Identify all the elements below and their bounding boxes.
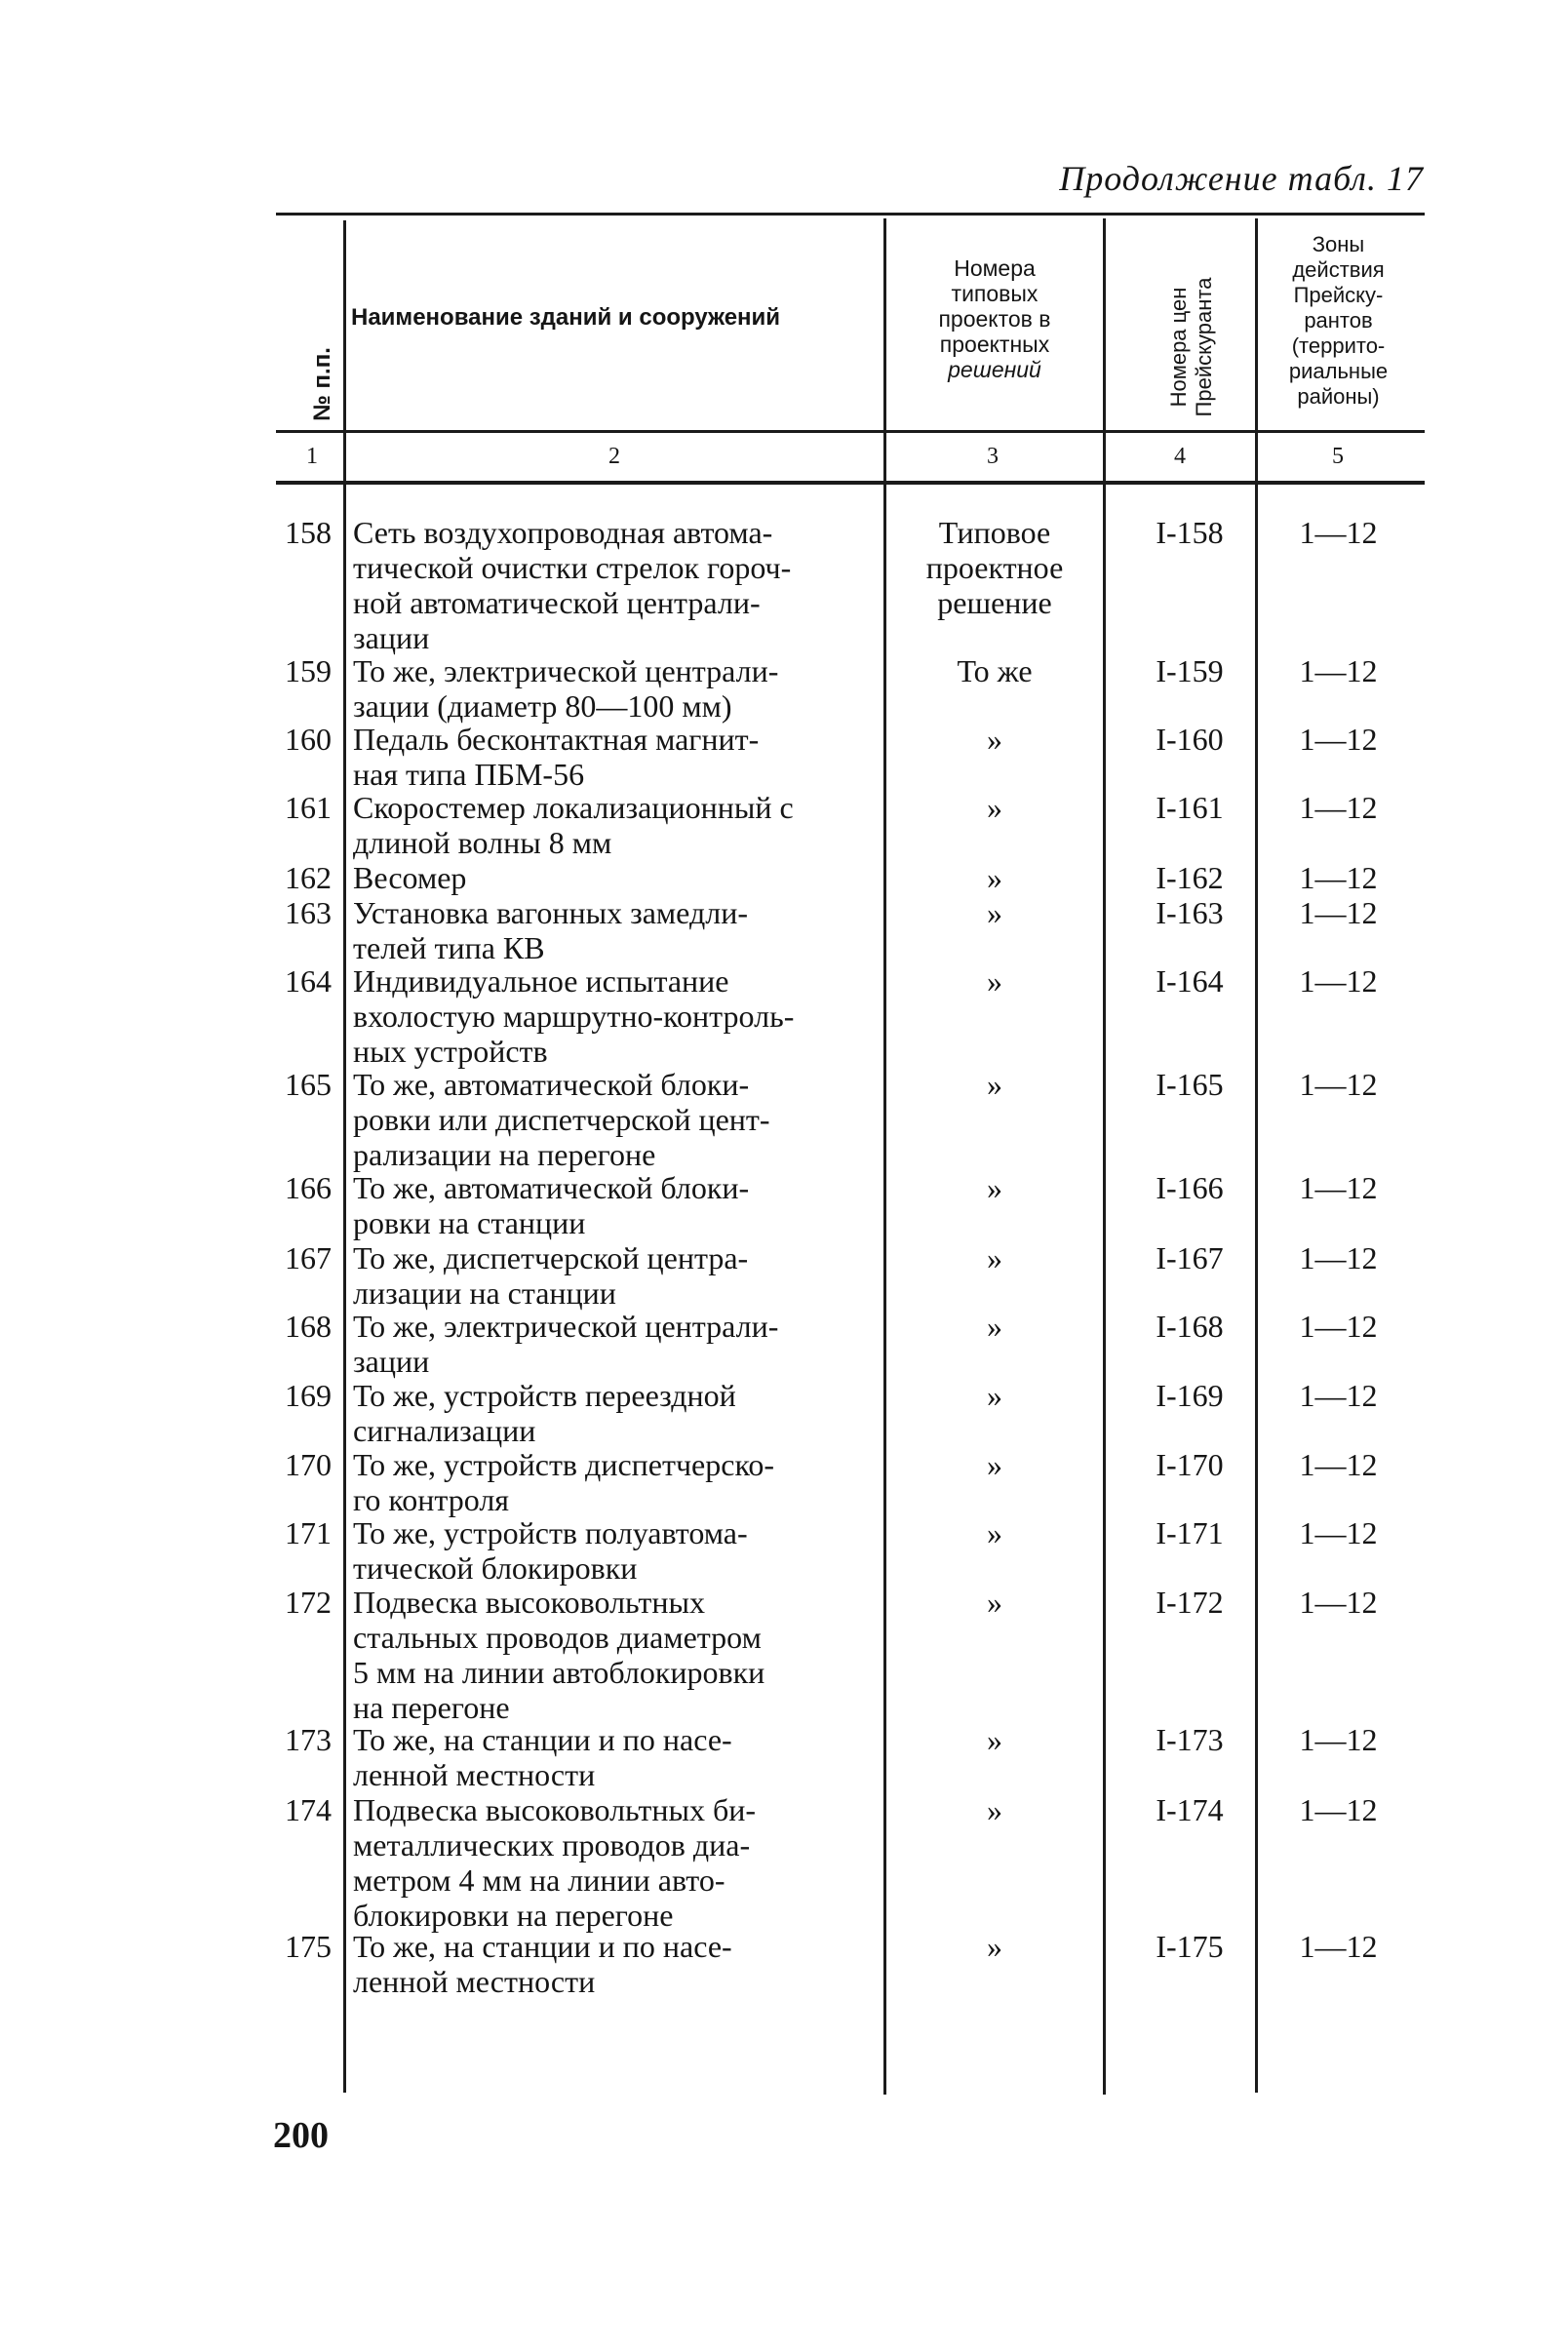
row-name-line: металлических проводов диа- — [353, 1827, 751, 1862]
row-name-line: зации (диаметр 80—100 мм) — [353, 688, 732, 724]
row-name-line: ная типа ПБМ-56 — [353, 757, 585, 792]
header-col-number: № п.п. — [309, 347, 335, 421]
row-project — [889, 1929, 1100, 1964]
row-project-line: » — [987, 722, 1002, 757]
row-name-line: тической блокировки — [353, 1550, 638, 1586]
header-top-rule — [276, 213, 1425, 216]
header-col-project: Номера типовых проектов в проектных решений — [938, 255, 1051, 382]
row-project — [889, 1585, 1100, 1620]
row-zone: 1—12 — [1299, 1170, 1378, 1205]
row-price-number: I-162 — [1156, 860, 1224, 895]
row-zone: 1—12 — [1299, 1240, 1378, 1275]
row-project-line: » — [987, 1515, 1002, 1550]
row-name — [353, 963, 880, 1069]
column-number-3: 3 — [987, 444, 999, 469]
row-number: 167 — [285, 1240, 332, 1275]
header-col-name: Наименование зданий и сооружений — [351, 304, 781, 331]
row-number: 159 — [285, 653, 332, 688]
row-project-line: проектное — [925, 550, 1064, 585]
row-number: 158 — [285, 515, 332, 550]
row-price-number: I-167 — [1156, 1240, 1224, 1275]
row-project-line: решение — [937, 585, 1052, 620]
row-name-line: Весомер — [353, 860, 467, 895]
row-number: 173 — [285, 1722, 332, 1757]
row-project-line: » — [987, 1585, 1002, 1620]
row-name-line: То же, на станции и по насе- — [353, 1722, 732, 1757]
row-number: 166 — [285, 1170, 332, 1205]
row-project — [889, 1792, 1100, 1827]
col-divider-2 — [883, 218, 886, 2095]
col-divider-3 — [1103, 218, 1106, 2095]
row-project-line: » — [987, 790, 1002, 825]
row-project — [889, 963, 1100, 999]
row-project — [889, 653, 1100, 688]
row-name — [353, 790, 880, 860]
row-name-line: стальных проводов диаметром — [353, 1620, 762, 1655]
row-name-line: Педаль бесконтактная магнит- — [353, 722, 760, 757]
row-price-number: I-170 — [1156, 1447, 1224, 1482]
row-name-line: на перегоне — [353, 1690, 510, 1725]
row-zone: 1—12 — [1299, 1929, 1378, 1964]
numbers-bottom-rule — [276, 481, 1425, 485]
row-name — [353, 653, 880, 724]
column-number-2: 2 — [608, 444, 620, 469]
row-zone: 1—12 — [1299, 790, 1378, 825]
row-name — [353, 1792, 880, 1933]
row-project — [889, 515, 1100, 620]
row-name-line: ровки на станции — [353, 1205, 586, 1240]
row-zone: 1—12 — [1299, 653, 1378, 688]
header-bottom-rule — [276, 430, 1425, 433]
row-number: 168 — [285, 1309, 332, 1344]
row-name-line: То же, диспетчерской центра- — [353, 1240, 749, 1275]
header-col-zones: Зоны действия Прейску- рантов (террито- риальные районы) — [1288, 232, 1389, 409]
row-name-line: То же, устройств переездной — [353, 1378, 736, 1413]
row-project — [889, 1378, 1100, 1413]
row-name-line: ной автоматической централи- — [353, 585, 761, 620]
row-name-line: Индивидуальное испытание — [353, 963, 729, 999]
row-name-line: Сеть воздухопроводная автома- — [353, 515, 773, 550]
row-project-line: » — [987, 1378, 1002, 1413]
row-number: 163 — [285, 895, 332, 930]
row-zone: 1—12 — [1299, 1309, 1378, 1344]
row-name-line: зации — [353, 1344, 430, 1379]
row-name — [353, 722, 880, 792]
row-name — [353, 1309, 880, 1379]
column-number-4: 4 — [1174, 444, 1186, 469]
row-zone: 1—12 — [1299, 1722, 1378, 1757]
row-zone: 1—12 — [1299, 515, 1378, 550]
row-number: 162 — [285, 860, 332, 895]
table-caption: Продолжение табл. 17 — [1059, 159, 1424, 198]
row-number: 161 — [285, 790, 332, 825]
row-name-line: То же, автоматической блоки- — [353, 1067, 750, 1102]
row-price-number: I-158 — [1156, 515, 1224, 550]
row-price-number: I-161 — [1156, 790, 1224, 825]
row-project — [889, 1447, 1100, 1482]
row-name-line: То же, устройств полуавтома- — [353, 1515, 748, 1550]
row-name-line: То же, электрической централи- — [353, 1309, 779, 1344]
row-project-line: » — [987, 1792, 1002, 1827]
row-name-line: телей типа КВ — [353, 930, 545, 965]
row-name-line: го контроля — [353, 1482, 510, 1517]
row-project-line: » — [987, 860, 1002, 895]
row-name-line: метром 4 мм на линии авто- — [353, 1862, 725, 1898]
row-price-number: I-169 — [1156, 1378, 1224, 1413]
row-zone: 1—12 — [1299, 963, 1378, 999]
row-project — [889, 1067, 1100, 1102]
row-name-line: 5 мм на линии автоблокировки — [353, 1655, 765, 1690]
row-project-line: » — [987, 963, 1002, 999]
row-project — [889, 1170, 1100, 1205]
row-name — [353, 1240, 880, 1311]
row-zone: 1—12 — [1299, 895, 1378, 930]
row-project-line: » — [987, 1929, 1002, 1964]
row-name — [353, 1378, 880, 1448]
row-zone: 1—12 — [1299, 1792, 1378, 1827]
row-project-line: » — [987, 895, 1002, 930]
row-name-line: ленной местности — [353, 1757, 596, 1792]
row-project-line: » — [987, 1067, 1002, 1102]
row-name-line: То же, устройств диспетчерско- — [353, 1447, 775, 1482]
row-project-line: Типовое — [938, 515, 1051, 550]
row-zone: 1—12 — [1299, 1067, 1378, 1102]
row-number: 169 — [285, 1378, 332, 1413]
row-project — [889, 1240, 1100, 1275]
column-number-1: 1 — [306, 444, 318, 469]
row-project-line: То же — [957, 653, 1033, 688]
row-name-line: ленной местности — [353, 1964, 596, 1999]
row-project-line: » — [987, 1309, 1002, 1344]
row-name — [353, 1585, 880, 1725]
row-name — [353, 515, 880, 655]
row-name-line: ных устройств — [353, 1034, 548, 1069]
row-name-line: Установка вагонных замедли- — [353, 895, 748, 930]
row-zone: 1—12 — [1299, 1378, 1378, 1413]
row-number: 170 — [285, 1447, 332, 1482]
row-price-number: I-159 — [1156, 653, 1224, 688]
row-project — [889, 1309, 1100, 1344]
row-zone: 1—12 — [1299, 1585, 1378, 1620]
row-zone: 1—12 — [1299, 1515, 1378, 1550]
row-name-line: тической очистки стрелок гороч- — [353, 550, 792, 585]
row-number: 175 — [285, 1929, 332, 1964]
row-name-line: То же, на станции и по насе- — [353, 1929, 732, 1964]
column-number-5: 5 — [1332, 444, 1344, 469]
row-name-line: рализации на перегоне — [353, 1137, 656, 1172]
row-name-line: длиной волны 8 мм — [353, 825, 612, 860]
row-number: 165 — [285, 1067, 332, 1102]
row-price-number: I-175 — [1156, 1929, 1224, 1964]
row-name — [353, 895, 880, 965]
row-name-line: Скоростемер локализационный с — [353, 790, 794, 825]
row-name-line: ровки или диспетчерской цент- — [353, 1102, 770, 1137]
row-project — [889, 722, 1100, 757]
row-number: 172 — [285, 1585, 332, 1620]
row-project — [889, 895, 1100, 930]
row-price-number: I-171 — [1156, 1515, 1224, 1550]
row-name — [353, 1067, 880, 1172]
row-name-line: лизации на станции — [353, 1275, 616, 1311]
row-price-number: I-164 — [1156, 963, 1224, 999]
row-name-line: Подвеска высоковольтных би- — [353, 1792, 757, 1827]
row-project — [889, 1722, 1100, 1757]
row-name-line: То же, электрической централи- — [353, 653, 779, 688]
row-project-line: » — [987, 1722, 1002, 1757]
row-name — [353, 860, 880, 895]
row-price-number: I-166 — [1156, 1170, 1224, 1205]
row-price-number: I-165 — [1156, 1067, 1224, 1102]
row-zone: 1—12 — [1299, 860, 1378, 895]
row-name-line: Подвеска высоковольтных — [353, 1585, 706, 1620]
page-number: 200 — [273, 2115, 329, 2156]
row-project-line: » — [987, 1447, 1002, 1482]
row-number: 164 — [285, 963, 332, 999]
row-name — [353, 1929, 880, 1999]
row-project-line: » — [987, 1170, 1002, 1205]
row-project — [889, 1515, 1100, 1550]
row-name-line: зации — [353, 620, 430, 655]
row-zone: 1—12 — [1299, 722, 1378, 757]
row-name-line: То же, автоматической блоки- — [353, 1170, 750, 1205]
row-number: 171 — [285, 1515, 332, 1550]
row-price-number: I-163 — [1156, 895, 1224, 930]
row-name-line: сигнализации — [353, 1413, 536, 1448]
row-name — [353, 1170, 880, 1240]
row-number: 174 — [285, 1792, 332, 1827]
row-price-number: I-168 — [1156, 1309, 1224, 1344]
row-project — [889, 860, 1100, 895]
row-price-number: I-160 — [1156, 722, 1224, 757]
row-name — [353, 1515, 880, 1586]
row-zone: 1—12 — [1299, 1447, 1378, 1482]
row-name-line: вхолостую маршрутно-контроль- — [353, 999, 795, 1034]
row-project-line: » — [987, 1240, 1002, 1275]
row-name — [353, 1447, 880, 1517]
row-name-line: блокировки на перегоне — [353, 1898, 674, 1933]
col-divider-1 — [343, 220, 346, 2093]
row-project — [889, 790, 1100, 825]
row-price-number: I-173 — [1156, 1722, 1224, 1757]
row-name — [353, 1722, 880, 1792]
row-price-number: I-174 — [1156, 1792, 1224, 1827]
row-number: 160 — [285, 722, 332, 757]
row-price-number: I-172 — [1156, 1585, 1224, 1620]
header-col-price: Номера цен Прейскуранта — [1166, 277, 1216, 417]
